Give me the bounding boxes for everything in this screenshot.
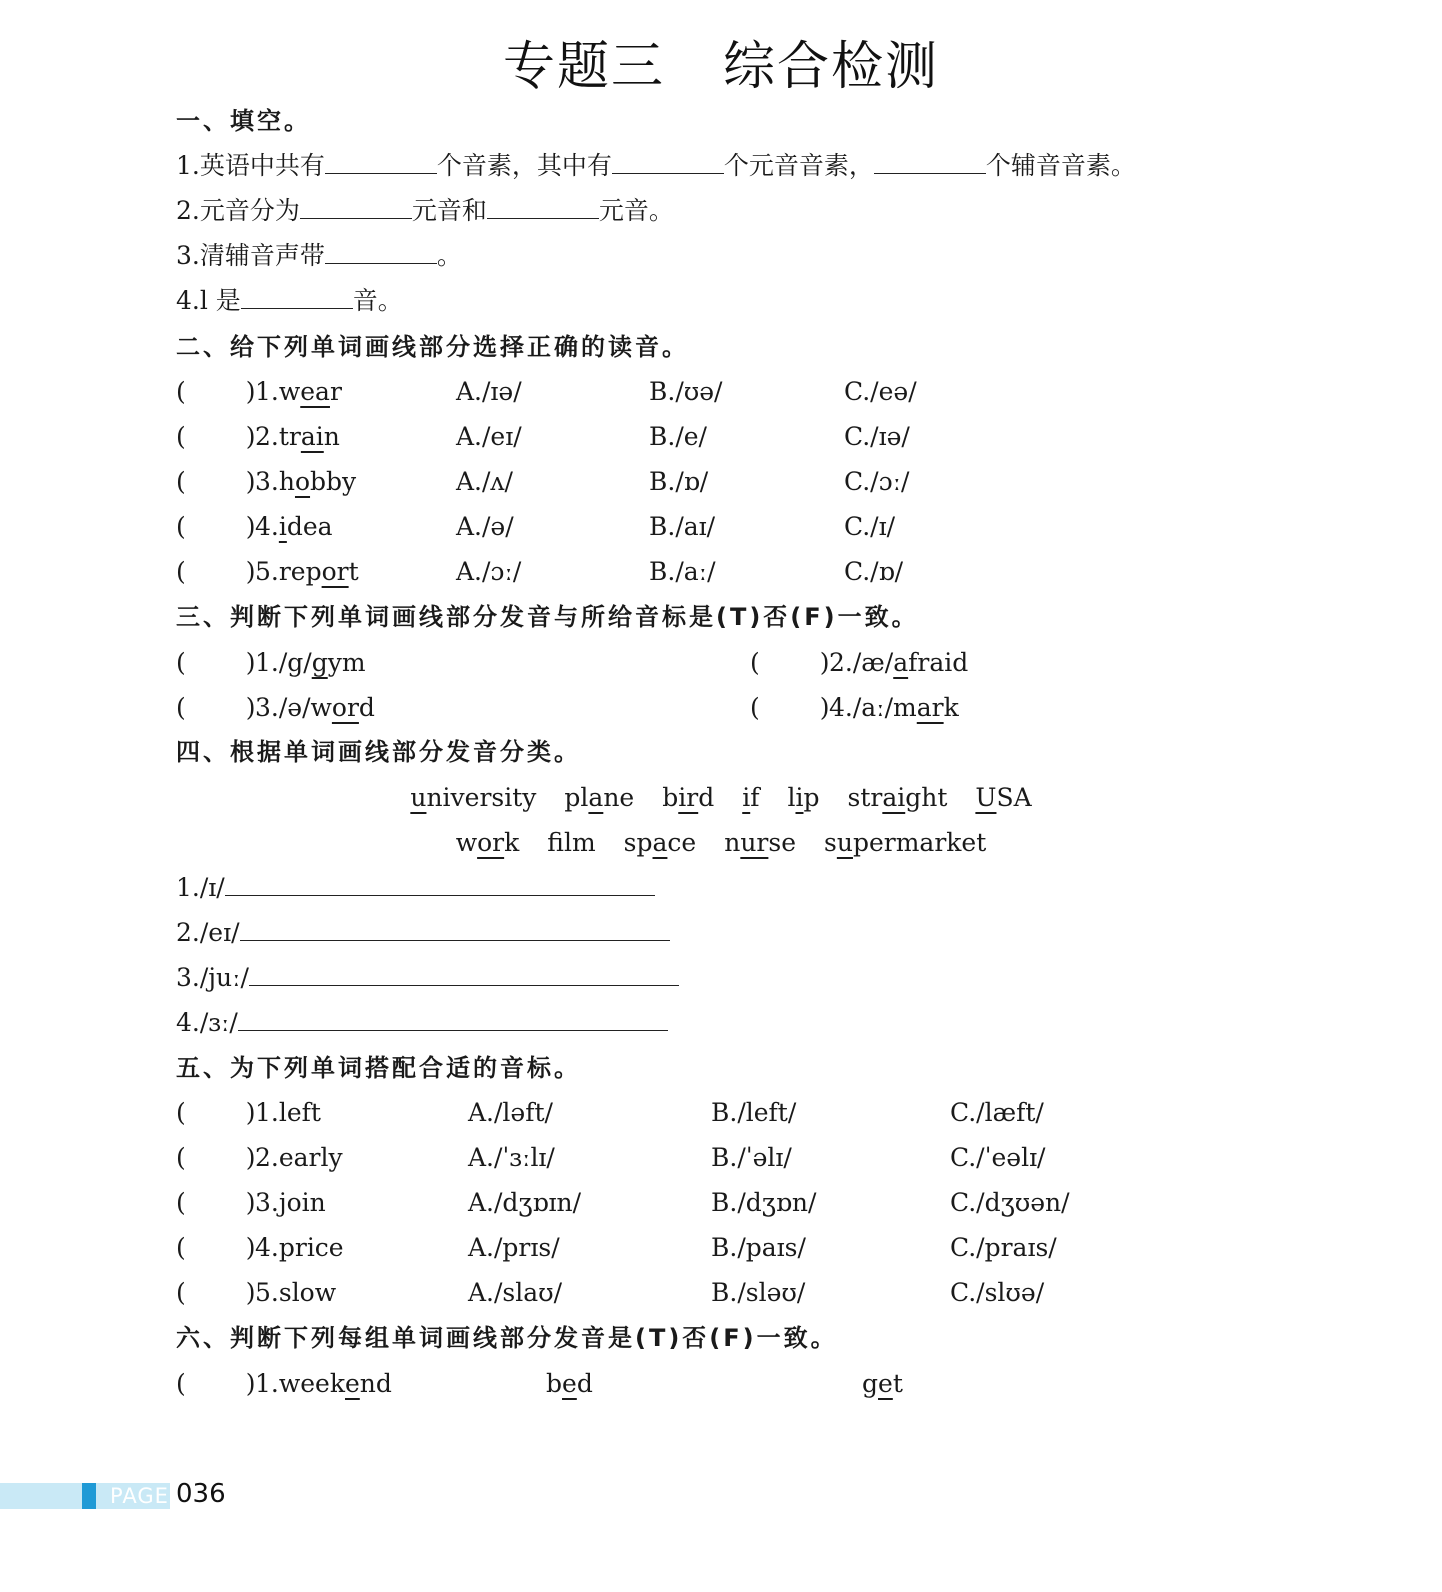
section-5-heading: 五、为下列单词搭配合适的音标。 — [176, 1054, 581, 1082]
word-bank-item: lip — [787, 783, 820, 812]
answer-parentheses[interactable]: ( ) — [176, 1143, 256, 1172]
answer-parentheses[interactable]: ( ) — [176, 1369, 256, 1398]
question-word: 3.hobby — [255, 467, 357, 496]
option-b[interactable]: B./dʒɒn/ — [711, 1188, 817, 1217]
section-2-heading: 二、给下列单词画线部分选择正确的读音。 — [176, 333, 689, 361]
option-a[interactable]: A./ˈɜːlɪ/ — [468, 1143, 555, 1172]
option-b[interactable]: B./paɪs/ — [711, 1233, 806, 1262]
s3-question: ( ) 1./g/gym — [176, 646, 676, 680]
s2-question-row — [176, 375, 1076, 409]
s1-question-2: 2.元音分为 元音和 元音。 — [176, 196, 674, 225]
word-bank-item: flm — [547, 828, 596, 857]
option-c[interactable]: C./ɔː/ — [844, 467, 910, 496]
word-bank-item: space — [623, 828, 697, 857]
category-label: 1./ɪ/ — [176, 873, 225, 902]
s2-question-row — [176, 555, 1076, 589]
title-topic: 专题三 — [502, 37, 665, 97]
page-number: 036 — [176, 1479, 226, 1509]
s3-question: ( ) 4./aː/mark — [750, 691, 1250, 725]
s1-question-1: 1.英语中共有 个音素，其中有 个元音音素， 个辅音音素。 — [176, 151, 1136, 180]
s2-question-row — [176, 510, 1076, 544]
category-answer-line[interactable] — [225, 871, 655, 896]
underlined-word: afraid — [893, 648, 969, 677]
option-c[interactable]: C./ɪ/ — [844, 512, 896, 541]
question-word: 4.price — [255, 1233, 344, 1262]
option-b[interactable]: B./ʊə/ — [649, 377, 723, 406]
option-a[interactable]: A./slaʊ/ — [468, 1278, 563, 1307]
footer-accent-mark — [82, 1483, 96, 1509]
word-bank-item: work — [455, 828, 520, 857]
word-bank-item: if — [742, 783, 760, 812]
word-bank-item: supermarket — [824, 828, 987, 857]
answer-parentheses[interactable]: ( ) — [176, 467, 256, 496]
compare-word-2: bed — [546, 1369, 593, 1398]
underlined-word: hobby — [278, 467, 357, 496]
phonetic-symbol: /g/ — [278, 648, 312, 677]
category-answer-line[interactable] — [238, 1006, 668, 1031]
answer-parentheses[interactable]: ( ) — [176, 1188, 256, 1217]
option-c[interactable]: C./slʊə/ — [950, 1278, 1045, 1307]
s3-question: ( ) 2./æ/afraid — [750, 646, 1250, 680]
answer-blank[interactable] — [325, 149, 437, 174]
option-b[interactable]: B./ɒ/ — [649, 467, 709, 496]
option-b[interactable]: B./left/ — [711, 1098, 797, 1127]
s5-question-row — [176, 1141, 1176, 1175]
option-c[interactable]: C./praɪs/ — [950, 1233, 1057, 1262]
section-3-heading: 三、判断下列单词画线部分发音与所给音标是(T)否(F)一致。 — [176, 603, 919, 631]
section-1-heading: 一、填空。 — [176, 107, 311, 135]
option-a[interactable]: A./ə/ — [456, 512, 514, 541]
s2-question-row — [176, 420, 1076, 454]
category-answer-line[interactable] — [249, 961, 679, 986]
word-bank-row-2 — [0, 826, 1442, 860]
word-bank-item: nurse — [724, 828, 797, 857]
question-word: 3.join — [255, 1188, 326, 1217]
option-c[interactable]: C./ˈeəlɪ/ — [950, 1143, 1046, 1172]
section-6-heading: 六、判断下列每组单词画线部分发音是(T)否(F)一致。 — [176, 1324, 838, 1352]
category-answer-line[interactable] — [240, 916, 670, 941]
s1-question-3: 3.清辅音声带 。 — [176, 241, 462, 270]
category-line — [176, 1006, 668, 1040]
underlined-word: mark — [893, 693, 959, 722]
option-b[interactable]: B./sləʊ/ — [711, 1278, 806, 1307]
category-line — [176, 916, 670, 950]
compare-word-3: get — [862, 1369, 903, 1398]
question-word: 4.idea — [255, 512, 333, 541]
answer-blank[interactable] — [300, 194, 412, 219]
option-a[interactable]: A./ʌ/ — [456, 467, 513, 496]
option-c[interactable]: C./ɒ/ — [844, 557, 904, 586]
answer-parentheses[interactable]: ( ) — [176, 557, 256, 586]
answer-parentheses[interactable]: ( ) — [750, 648, 830, 677]
underlined-word: train — [278, 422, 340, 451]
s5-question-row — [176, 1186, 1176, 1220]
footer-page-label: PAGE — [110, 1484, 169, 1508]
option-b[interactable]: B./aɪ/ — [649, 512, 716, 541]
question-word: 5.slow — [255, 1278, 337, 1307]
category-line — [176, 961, 679, 995]
answer-blank[interactable] — [487, 194, 599, 219]
s1-question-4: 4.l 是 音。 — [176, 286, 403, 315]
phonetic-symbol: /aː/ — [852, 693, 894, 722]
category-label: 2./eɪ/ — [176, 918, 240, 947]
s5-question-row — [176, 1231, 1176, 1265]
page-title — [0, 24, 1442, 99]
answer-blank[interactable] — [325, 239, 437, 264]
option-b[interactable]: B./ˈəlɪ/ — [711, 1143, 792, 1172]
answer-blank[interactable] — [241, 284, 353, 309]
title-name: 综合检测 — [723, 37, 940, 97]
option-a[interactable]: A./prɪs/ — [468, 1233, 560, 1262]
option-a[interactable]: A./dʒɒɪn/ — [468, 1188, 582, 1217]
answer-parentheses[interactable]: ( ) — [176, 422, 256, 451]
phonetic-symbol: /ə/ — [278, 693, 311, 722]
option-c[interactable]: C./læft/ — [950, 1098, 1044, 1127]
answer-parentheses[interactable]: ( ) — [176, 377, 256, 406]
option-c[interactable]: C./ɪə/ — [844, 422, 910, 451]
answer-parentheses[interactable]: ( ) — [176, 693, 256, 722]
question-word: 2.early — [255, 1143, 343, 1172]
answer-blank[interactable] — [612, 149, 724, 174]
phonetic-symbol: /æ/ — [852, 648, 894, 677]
s5-question-row — [176, 1096, 1176, 1130]
option-a[interactable]: A./eɪ/ — [456, 422, 522, 451]
word-bank-item: USA — [975, 783, 1032, 812]
question-word: 1.left — [255, 1098, 321, 1127]
category-line — [176, 871, 655, 905]
option-a[interactable]: A./ɔː/ — [456, 557, 522, 586]
option-b[interactable]: B./e/ — [649, 422, 707, 451]
s5-question-row — [176, 1276, 1176, 1310]
s6-question-1: ( ) 1.weekend bed get — [176, 1367, 976, 1401]
option-c[interactable]: C./dʒʊən/ — [950, 1188, 1070, 1217]
s2-question-row — [176, 465, 1076, 499]
underlined-word: wear — [278, 377, 342, 406]
word-bank-item: straight — [847, 783, 948, 812]
answer-parentheses[interactable]: ( ) — [176, 1233, 256, 1262]
option-c[interactable]: C./eə/ — [844, 377, 917, 406]
option-b[interactable]: B./aː/ — [649, 557, 716, 586]
underlined-word: idea — [278, 512, 333, 541]
answer-parentheses[interactable]: ( ) — [176, 648, 256, 677]
underlined-word: gym — [311, 648, 366, 677]
question-word: 2.train — [255, 422, 340, 451]
answer-parentheses[interactable]: ( ) — [176, 1278, 256, 1307]
s3-question: ( ) 3./ə/word — [176, 691, 676, 725]
option-a[interactable]: A./ləft/ — [468, 1098, 553, 1127]
word-bank-item: bird — [662, 783, 715, 812]
underlined-word: report — [278, 557, 359, 586]
question-word: 1.wear — [255, 377, 342, 406]
answer-parentheses[interactable]: ( ) — [176, 1098, 256, 1127]
section-4-heading: 四、根据单词画线部分发音分类。 — [176, 738, 581, 766]
answer-blank[interactable] — [874, 149, 986, 174]
word-bank-row-1 — [0, 781, 1442, 815]
category-label: 3./juː/ — [176, 963, 249, 992]
option-a[interactable]: A./ɪə/ — [456, 377, 522, 406]
question-word: 5.report — [255, 557, 359, 586]
underlined-word: word — [310, 693, 375, 722]
word-bank-item: plane — [564, 783, 635, 812]
answer-parentheses[interactable]: ( ) — [176, 512, 256, 541]
category-label: 4./ɜː/ — [176, 1008, 238, 1037]
answer-parentheses[interactable]: ( ) — [750, 693, 830, 722]
word-bank-item: university — [410, 783, 537, 812]
